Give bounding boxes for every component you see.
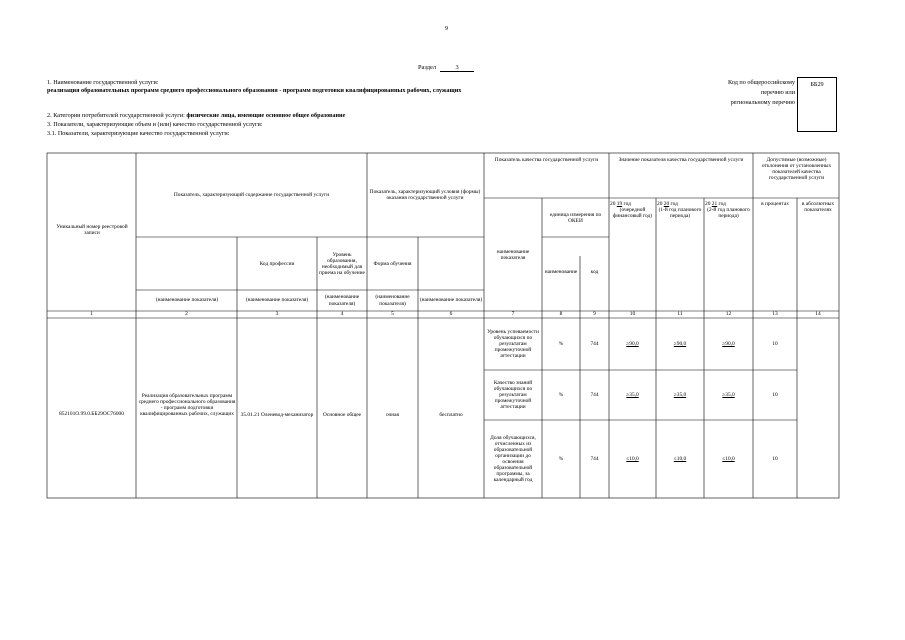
col-num-11: 11 [677,311,683,318]
header-percent: в процентах [761,201,789,207]
header-allowed-deviation: Допустимые (возможные) отклонения от установленных показателей качества государственной услуги [761,157,832,182]
code-row-2: 744 [590,391,599,398]
okv-label-line3: региональному перечню [730,99,795,106]
col-num-6: 6 [449,311,453,318]
header-content-indicator: Показатель, характеризующий содержание государственной услуги [173,191,330,198]
year2-suffix: год [670,201,678,207]
profession-code: 35.01.21 Оленевод-механизатор [240,411,314,418]
sub-name-6: (наименование показателя) [419,297,483,304]
sub-col-2 [138,239,236,289]
indicator-row-2: Качество знаний обучающихся по результатам промежуточной аттестации [493,379,533,411]
value2-row-3: ≤10,0 [673,455,687,462]
col-num-8: 8 [559,311,563,318]
sub-col-4: Уровень образования, необходимый для приема на обучение [319,251,365,277]
code-row-1: 744 [590,340,599,347]
value2-row-1: ≥90,0 [673,340,687,347]
col-num-2: 2 [185,311,188,318]
header-year-3 [705,199,752,237]
header-indicator-name: наименование показателя [496,248,530,261]
study-cost: бесплатно [439,411,463,418]
col-num-7: 7 [511,311,515,318]
percent-row-3: 10 [772,455,778,462]
okv-code: ББ29 [810,81,824,88]
header-unit-okei: единица измерения по ОКЕИ [549,211,602,224]
unit-row-3: % [558,455,564,462]
indicators-line: 3. Показатели, характеризующие объем и (или) качество государственной услуги: [47,121,263,128]
okv-label-line1: Код по общероссийскому [727,79,795,86]
value3-row-2: ≥35,0 [722,391,735,398]
value3-row-1: ≥90,0 [722,340,735,347]
col-num-10: 10 [629,311,636,318]
program-name: Реализация образовательных программ среднего профессионального образования - программ подготовки квалифицированных рабочих, служащих [138,392,236,418]
year3-note: (2-й год планового периода) [707,207,750,220]
service-name-value: реализация образовательных программ среднего профессионального образования - программ подготовки квалифицированных рабочих, служащих [47,87,462,94]
sub-col-3: Код профессии [259,260,295,267]
sub-col-6 [419,239,483,289]
education-level: Основное общее [322,411,362,418]
col-num-5: 5 [391,311,394,318]
year3-prefix: 20 [705,201,711,207]
header-quality-indicator: Показатель качества государственной услуги [494,157,599,163]
quality-indicators-line: 3.1. Показатели, характеризующие качество государственной услуги: [47,130,230,137]
unit-row-2: % [558,391,564,398]
sub-col-5: Форма обучения [373,260,412,267]
year3-value: 21 [711,201,718,207]
year1-note: (очередной финансовый год) [612,207,653,220]
absolute-row-2 [797,371,839,419]
study-form: очная [385,411,400,418]
percent-row-1: 10 [772,340,778,347]
header-unit-code: код [590,269,599,276]
header-unique-number: Уникальный номер реестровой записи [56,223,128,236]
consumers-label: 2. Категории потребителей государственной услуги: [47,112,185,119]
unit-row-1: % [558,340,564,347]
value3-row-3: ≤10,0 [722,455,735,462]
okv-label-line2: перечню или [760,89,795,96]
header-absolute: в абсолютных показателях [801,201,835,214]
sub-name-3: (наименование показателя) [245,297,309,304]
col-num-9: 9 [593,311,596,318]
record-id: 852101О.99.0.ББ29ОС76000 [59,410,124,417]
year2-value: 20 [663,201,670,207]
year1-suffix: год [623,201,631,207]
sub-name-4: (наименование показателя) [324,294,360,307]
sub-name-5: (наименование показателя) [375,294,410,307]
sub-name-2: (наименование показателя) [155,297,219,304]
section-number: 3 [440,64,474,72]
section-label: Раздел [418,64,437,71]
absolute-row-3 [797,421,839,497]
value1-row-3: ≤10,0 [626,455,639,462]
indicator-row-1: Уровень успеваемости обучающихся по результатам промежуточной аттестации [487,328,539,360]
header-year-2 [657,199,703,237]
service-name-label: 1. Наименование государственной услуги: [47,79,159,86]
col-num-13: 13 [772,311,778,318]
percent-row-2: 10 [772,391,778,398]
header-year-1 [610,199,655,237]
year1-value: 19 [616,201,623,207]
col-num-4: 4 [340,311,344,318]
code-row-3: 744 [590,455,599,462]
col-num-1: 1 [90,311,93,318]
year1-prefix: 20 [610,201,616,207]
year2-note: (1-й год планового периода) [658,207,702,220]
value1-row-2: ≥35,0 [626,391,639,398]
col-num-12: 12 [725,311,732,318]
header-conditions-indicator: Показатель, характеризующий условия (формы) оказания государственной услуги [369,188,481,201]
absolute-row-1 [797,319,839,369]
indicator-row-3: Доля обучающихся, отчисленных из образовательной организации до освоения образовательной программы, за календарный год [490,434,536,484]
col-num-14: 14 [815,311,821,318]
value2-row-2: ≥35,0 [673,391,687,398]
year2-prefix: 20 [657,201,663,207]
consumers-value: физические лица, имеющие основное общее образование [186,112,346,119]
page-number: 9 [445,26,448,32]
header-quality-values: Значение показателя качества государственной услуги [618,157,744,163]
header-unit-name: наименование [544,269,578,276]
year3-suffix: год [718,201,726,207]
col-num-3: 3 [275,311,279,318]
value1-row-1: ≥90,0 [626,340,639,347]
